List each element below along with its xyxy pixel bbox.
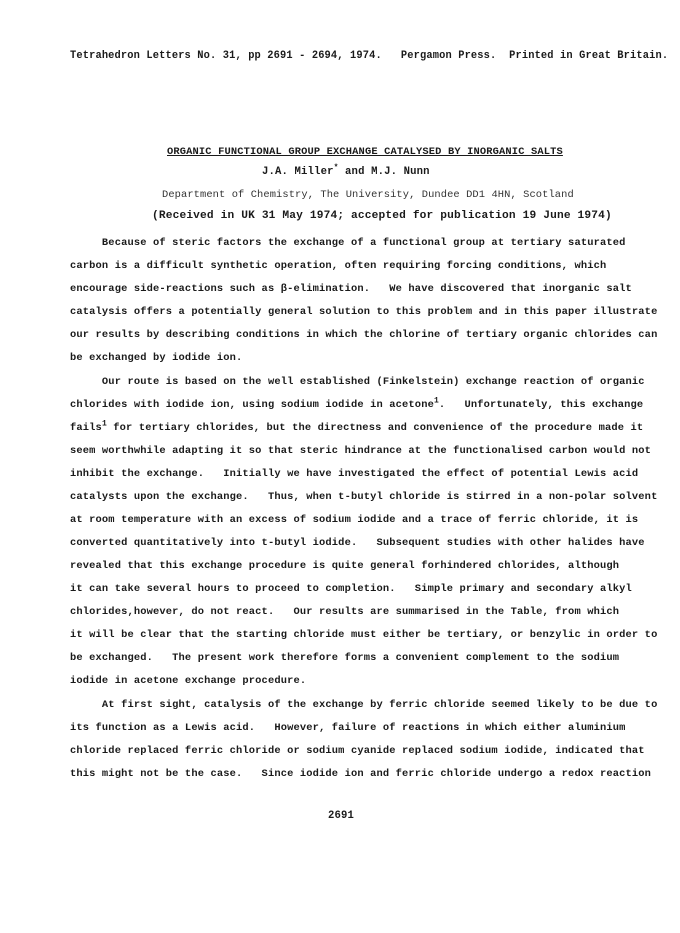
author-affiliation: Department of Chemistry, The University, Dundee DD1 4HN, Scotland <box>162 189 574 201</box>
body-line: catalysis offers a potentially general solution to this problem and in this paper illustrate <box>70 306 658 318</box>
body-line: our results by describing conditions in which the chlorine of tertiary organic chlorides can <box>70 329 658 341</box>
author-nunn: and M.J. Nunn <box>338 166 430 178</box>
body-line: this might not be the case. Since iodide ion and ferric chloride undergo a redox reaction <box>70 768 652 780</box>
page-number: 2691 <box>328 810 355 822</box>
body-line: carbon is a difficult synthetic operation, often requiring forcing conditions, which <box>70 260 607 272</box>
body-line: it can take several hours to proceed to completion. Simple primary and secondary alkyl <box>70 583 632 595</box>
body-text: . Unfortunately, this exchange <box>438 399 644 411</box>
received-dates: (Received in UK 31 May 1974; accepted for publication 19 June 1974) <box>152 210 612 222</box>
body-line: chloride replaced ferric chloride or sodium cyanide replaced sodium iodide, indicated that <box>70 745 645 757</box>
body-line: encourage side-reactions such as β-elimination. We have discovered that inorganic salt <box>70 283 632 295</box>
body-line: revealed that this exchange procedure is quite general forhindered chlorides, although <box>70 560 620 572</box>
body-line: iodide in acetone exchange procedure. <box>70 675 307 687</box>
body-line: inhibit the exchange. Initially we have investigated the effect of potential Lewis acid <box>70 468 639 480</box>
body-line <box>70 419 644 434</box>
body-line: converted quantitatively into t-butyl iodide. Subsequent studies with other halides have <box>70 537 645 549</box>
body-line: catalysts upon the exchange. Thus, when t-butyl chloride is stirred in a non-polar solvent <box>70 491 658 503</box>
article-authors <box>262 163 430 178</box>
reference-superscript: 1 <box>433 396 439 406</box>
body-text: for tertiary chlorides, but the directness and convenience of the procedure made it <box>106 422 644 434</box>
body-text: chlorides with iodide ion, using sodium iodide in acetone <box>70 399 434 411</box>
body-line: chlorides,however, do not react. Our results are summarised in the Table, from which <box>70 606 620 618</box>
body-line: at room temperature with an excess of sodium iodide and a trace of ferric chloride, it is <box>70 514 639 526</box>
corresponding-author-mark: * <box>333 163 339 173</box>
body-line: be exchanged. The present work therefore forms a convenient complement to the sodium <box>70 652 620 664</box>
body-line: its function as a Lewis acid. However, failure of reactions in which either aluminium <box>70 722 626 734</box>
journal-citation-header: Tetrahedron Letters No. 31, pp 2691 - 2694, 1974. Pergamon Press. Printed in Great Britain. <box>70 50 669 62</box>
reference-superscript: 1 <box>101 419 107 429</box>
body-line: be exchanged by iodide ion. <box>70 352 243 364</box>
body-text: fails <box>70 422 102 434</box>
body-line: At first sight, catalysis of the exchange by ferric chloride seemed likely to be due to <box>70 699 658 711</box>
body-line <box>70 396 644 411</box>
author-miller: J.A. Miller <box>262 166 334 178</box>
article-title: ORGANIC FUNCTIONAL GROUP EXCHANGE CATALYSED BY INORGANIC SALTS <box>167 146 563 158</box>
body-line: it will be clear that the starting chloride must either be tertiary, or benzylic in order to <box>70 629 658 641</box>
body-line: seem worthwhile adapting it so that steric hindrance at the functionalised carbon would not <box>70 445 652 457</box>
body-line: Because of steric factors the exchange of a functional group at tertiary saturated <box>70 237 626 249</box>
body-line: Our route is based on the well established (Finkelstein) exchange reaction of organic <box>70 376 645 388</box>
